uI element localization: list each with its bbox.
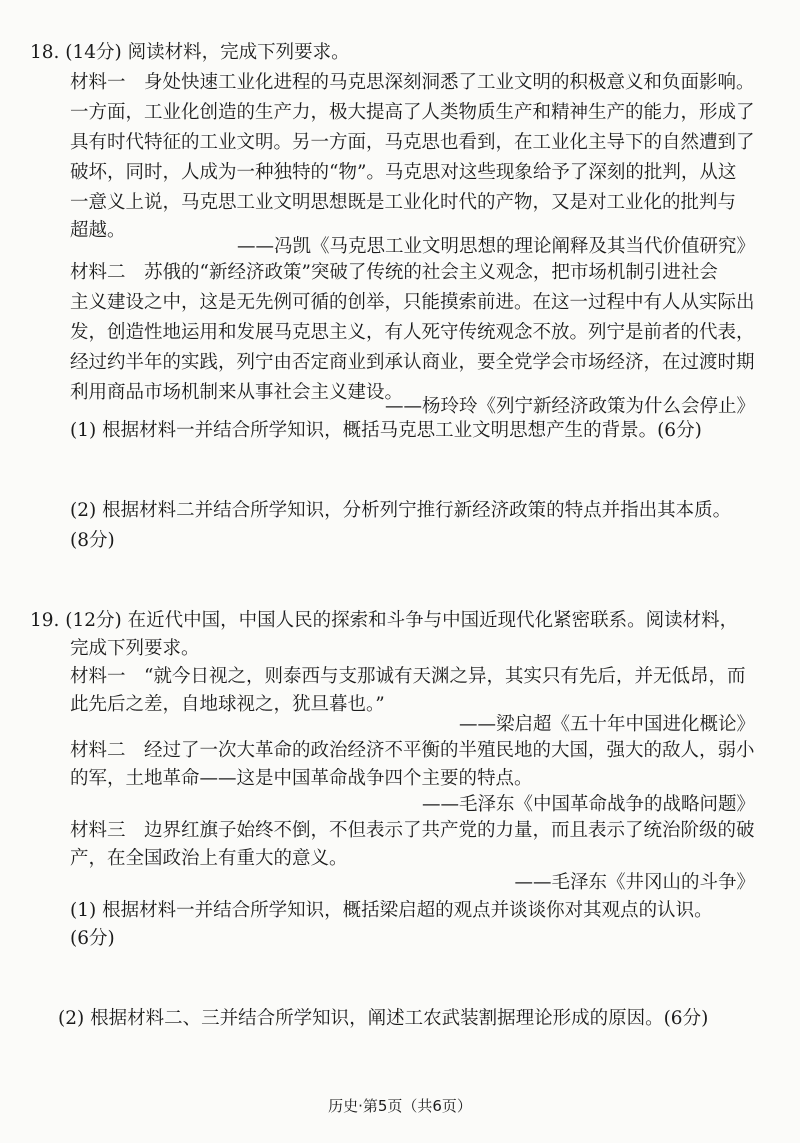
q18-material1-line: 材料一 身处快速工业化进程的马克思深刻洞悉了工业文明的积极意义和负面影响。	[70, 72, 755, 93]
q18-material2-line: 发，创造性地运用和发展马克思主义，有人死守传统观念不放。列宁是前者的代表，	[70, 322, 755, 343]
page-footer: 历史·第5页（共6页）	[328, 1097, 472, 1115]
q19-subquestion-2: (2) 根据材料二、三并结合所学知识，阐述工农武装割据理论形成的原因。(6分)	[58, 1008, 709, 1029]
q19-material2-line: 的军，土地革命——这是中国革命战争四个主要的特点。	[70, 768, 533, 789]
q19-material3-line: 产，在全国政治上有重大的意义。	[70, 848, 348, 869]
q18-material1-line: 具有时代特征的工业文明。另一方面，马克思也看到，在工业化主导下的自然遭到了	[70, 132, 755, 153]
q18-material2-line: 材料二 苏俄的“新经济政策”突破了传统的社会主义观念，把市场机制引进社会	[70, 262, 718, 283]
q18-material2-source: ——杨玲玲《列宁新经济政策为什么会停止》	[384, 396, 755, 417]
q19-material2-source: ——毛泽东《中国革命战争的战略问题》	[421, 794, 755, 815]
q18-subquestion-1: (1) 根据材料一并结合所学知识，概括马克思工业文明思想产生的背景。(6分)	[70, 420, 702, 441]
q18-material1-source: ——冯凯《马克思工业文明思想的理论阐释及其当代价值研究》	[236, 236, 755, 257]
q19-material3-line: 材料三 边界红旗子始终不倒，不但表示了共产党的力量，而且表示了统治阶级的破	[70, 820, 755, 841]
q18-material1-line: 一意义上说，马克思工业文明思想既是工业化时代的产物，又是对工业化的批判与	[70, 192, 737, 213]
q18-material1-line: 超越。	[70, 220, 126, 241]
q18-material2-line: 经过约半年的实践，列宁由否定商业到承认商业，要全党学会市场经济，在过渡时期	[70, 352, 755, 373]
q19-heading-cont: 完成下列要求。	[70, 638, 200, 659]
q18-subquestion-2: (2) 根据材料二并结合所学知识，分析列宁推行新经济政策的特点并指出其本质。	[70, 500, 732, 521]
q19-material1-line: 此先后之差，自地球视之，犹旦暮也。”	[70, 694, 385, 715]
q18-material2-line: 主义建设之中，这是无先例可循的创举，只能摸索前进。在这一过程中有人从实际出	[70, 292, 755, 313]
q19-material2-line: 材料二 经过了一次大革命的政治经济不平衡的半殖民地的大国，强大的敌人，弱小	[70, 740, 755, 761]
q18-subquestion-2-score: (8分)	[70, 530, 115, 551]
q18-material1-line: 破坏，同时，人成为一种独特的“物”。马克思对这些现象给予了深刻的批判，从这	[70, 162, 737, 183]
q19-subquestion-1: (1) 根据材料一并结合所学知识，概括梁启超的观点并谈谈你对其观点的认识。	[70, 900, 713, 921]
q19-material1-source: ——梁启超《五十年中国进化概论》	[458, 714, 755, 735]
q19-material3-source: ——毛泽东《井冈山的斗争》	[514, 872, 755, 893]
q18-material2-line: 利用商品市场机制来从事社会主义建设。	[70, 382, 404, 403]
q19-heading: 19. (12分) 在近代中国，中国人民的探索和斗争与中国近现代化紧密联系。阅读材料，	[30, 610, 739, 631]
q19-subquestion-1-score: (6分)	[70, 928, 115, 949]
q18-material1-line: 一方面，工业化创造的生产力，极大提高了人类物质生产和精神生产的能力，形成了	[70, 102, 755, 123]
q18-heading: 18. (14分) 阅读材料，完成下列要求。	[30, 42, 350, 63]
q19-material1-line: 材料一 “就今日视之，则泰西与支那诚有天渊之异，其实只有先后，并无低昂，而	[70, 666, 746, 687]
